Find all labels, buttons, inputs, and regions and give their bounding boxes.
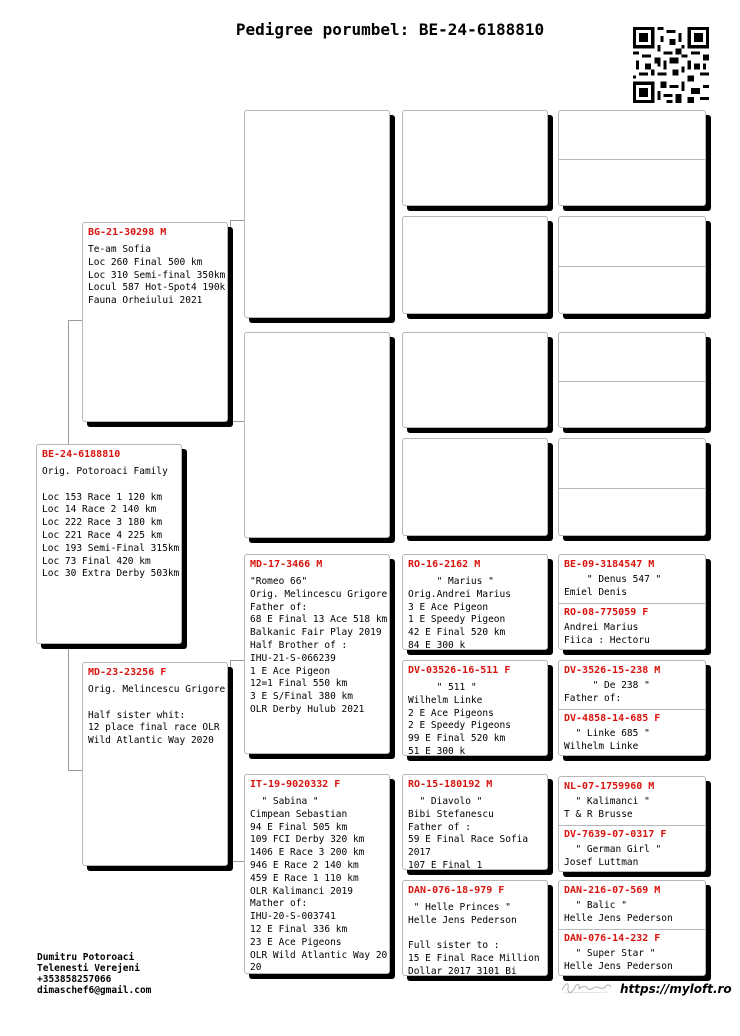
connector — [230, 660, 245, 862]
pigeon-notes: " Marius " Orig.Andrei Marius 3 E Ace Pigeon 1 E Speedy Pigeon 42 E Final 520 km 84 E 300 k — [408, 576, 511, 650]
gen3-card — [402, 774, 548, 870]
breeder-name: Dumitru Potoroaci — [37, 952, 135, 963]
subject-card — [36, 444, 182, 644]
gen3-card — [402, 660, 548, 756]
ring-number: BE-24-6188810 — [42, 449, 121, 460]
ring-number: RO-08-775059 F — [564, 607, 649, 618]
pigeon-notes: "Romeo 66" Orig. Melincescu Grigore Father of: 68 E Final 13 Ace 518 km Balkanic Fair Play 2019 Half Brother of : IHU-21-S-066239 1 E Ace Pigeon 12=1 Final 550 km 3 E S/Final 380 km OLR Derby Hulub 2021 — [250, 576, 388, 715]
pigeon-notes: " Diavolo " Bibi Stefanescu Father of : 59 E Final Race Sofia 2017 107 E Final 1 — [408, 796, 529, 870]
empty-pedigree-card — [402, 332, 548, 428]
gen4-card — [558, 776, 706, 872]
ring-number: BG-21-30298 M — [88, 227, 167, 238]
ring-number: RO-15-180192 M — [408, 779, 493, 790]
page-title: Pedigree porumbel: BE-24-6188810 — [235, 20, 545, 39]
empty-pedigree-card — [402, 438, 548, 536]
pigeon-notes: " German Girl " Josef Luttman — [564, 844, 662, 868]
breeder-phone: +353858257066 — [37, 974, 112, 985]
ring-number: MD-23-23256 F — [88, 667, 167, 678]
ring-number: DV-4858-14-685 F — [564, 713, 661, 724]
ring-number: DAN-216-07-569 M — [564, 885, 661, 896]
signature-mark — [560, 978, 612, 996]
empty-pedigree-card — [244, 110, 390, 318]
ring-number: BE-09-3184547 M — [564, 559, 655, 570]
ring-number: IT-19-9020332 F — [250, 779, 341, 790]
ring-number: DV-3526-15-238 M — [564, 665, 661, 676]
pigeon-notes: Te-am Sofia Loc 260 Final 500 km Loc 310 Semi-final 350km Locul 587 Hot-Spot4 190k Fauna Orheiului 2021 — [88, 244, 226, 307]
sire-card — [82, 222, 228, 422]
breeder-email[interactable]: dimaschef6@gmail.com — [37, 985, 152, 996]
ring-number: RO-16-2162 M — [408, 559, 481, 570]
empty-pedigree-card — [402, 110, 548, 206]
ring-number: DAN-076-18-979 F — [408, 885, 505, 896]
connector — [68, 320, 83, 447]
ring-number: MD-17-3466 M — [250, 559, 323, 570]
website-link[interactable]: https://myloft.ro — [620, 982, 732, 996]
pigeon-notes: " De 238 " Father of: — [564, 680, 650, 704]
connector — [230, 220, 245, 422]
gen3-card — [402, 554, 548, 650]
empty-pedigree-card — [244, 332, 390, 538]
pigeon-notes: " Helle Princes " Helle Jens Pederson Full sister to : 15 E Final Race Million Dollar 2017 3101 Bi — [408, 902, 540, 976]
ring-number: DV-03526-16-511 F — [408, 665, 511, 676]
empty-pedigree-card — [558, 438, 706, 536]
pigeon-notes: " 511 " Wilhelm Linke 2 E Ace Pigeons 2 E Speedy Pigeons 99 E Final 520 km 51 E 300 k — [408, 682, 511, 756]
pigeon-notes: " Linke 685 " Wilhelm Linke — [564, 728, 650, 752]
gen4-card — [558, 880, 706, 976]
pigeon-notes: " Super Star " Helle Jens Pederson — [564, 948, 673, 972]
empty-pedigree-card — [558, 332, 706, 428]
pigeon-notes: Orig. Potoroaci Family Loc 153 Race 1 120 km Loc 14 Race 2 140 km Loc 222 Race 3 180 km Loc 221 Race 4 225 km Loc 193 Semi-Final 315km Loc 73 Final 420 km Loc 30 Extra Derby 503km — [42, 466, 180, 580]
gen4-card — [558, 554, 706, 650]
dam-card — [82, 662, 228, 866]
ring-number: NL-07-1759960 M — [564, 781, 655, 792]
dam-sire-card — [244, 554, 390, 754]
ring-number: DAN-076-14-232 F — [564, 933, 661, 944]
pigeon-notes: Orig. Melincescu Grigore Half sister whit: 12 place final race OLR Wild Atlantic Way 2020 — [88, 684, 226, 747]
empty-pedigree-card — [402, 216, 548, 314]
breeder-address: Telenesti Verejeni — [37, 963, 140, 974]
dam-dam-card — [244, 774, 390, 974]
pigeon-notes: " Denus 547 " Emiel Denis — [564, 574, 662, 598]
gen3-card — [402, 880, 548, 976]
pigeon-notes: " Kalimanci " T & R Brusse — [564, 796, 650, 820]
gen4-card — [558, 660, 706, 756]
empty-pedigree-card — [558, 216, 706, 314]
qr-code — [633, 27, 709, 103]
breeder-contact — [37, 952, 151, 996]
ring-number: DV-7639-07-0317 F — [564, 829, 667, 840]
connector — [68, 644, 83, 771]
pigeon-notes: " Sabina " Cimpean Sebastian 94 E Final 505 km 109 FCI Derby 320 km 1406 E Race 3 200 km 946 E Race 2 140 km 459 E Race 1 110 km OLR Kalimanci 2019 Mather of: IHU-20-S-003741 12 E Final 336 km 23 E Ace Pigeons OLR Wild Atlantic Way 20 20 — [250, 796, 388, 974]
pigeon-notes: Andrei Marius Fiica : Hectoru — [564, 622, 650, 646]
pigeon-notes: " Balic " Helle Jens Pederson — [564, 900, 673, 924]
empty-pedigree-card — [558, 110, 706, 206]
